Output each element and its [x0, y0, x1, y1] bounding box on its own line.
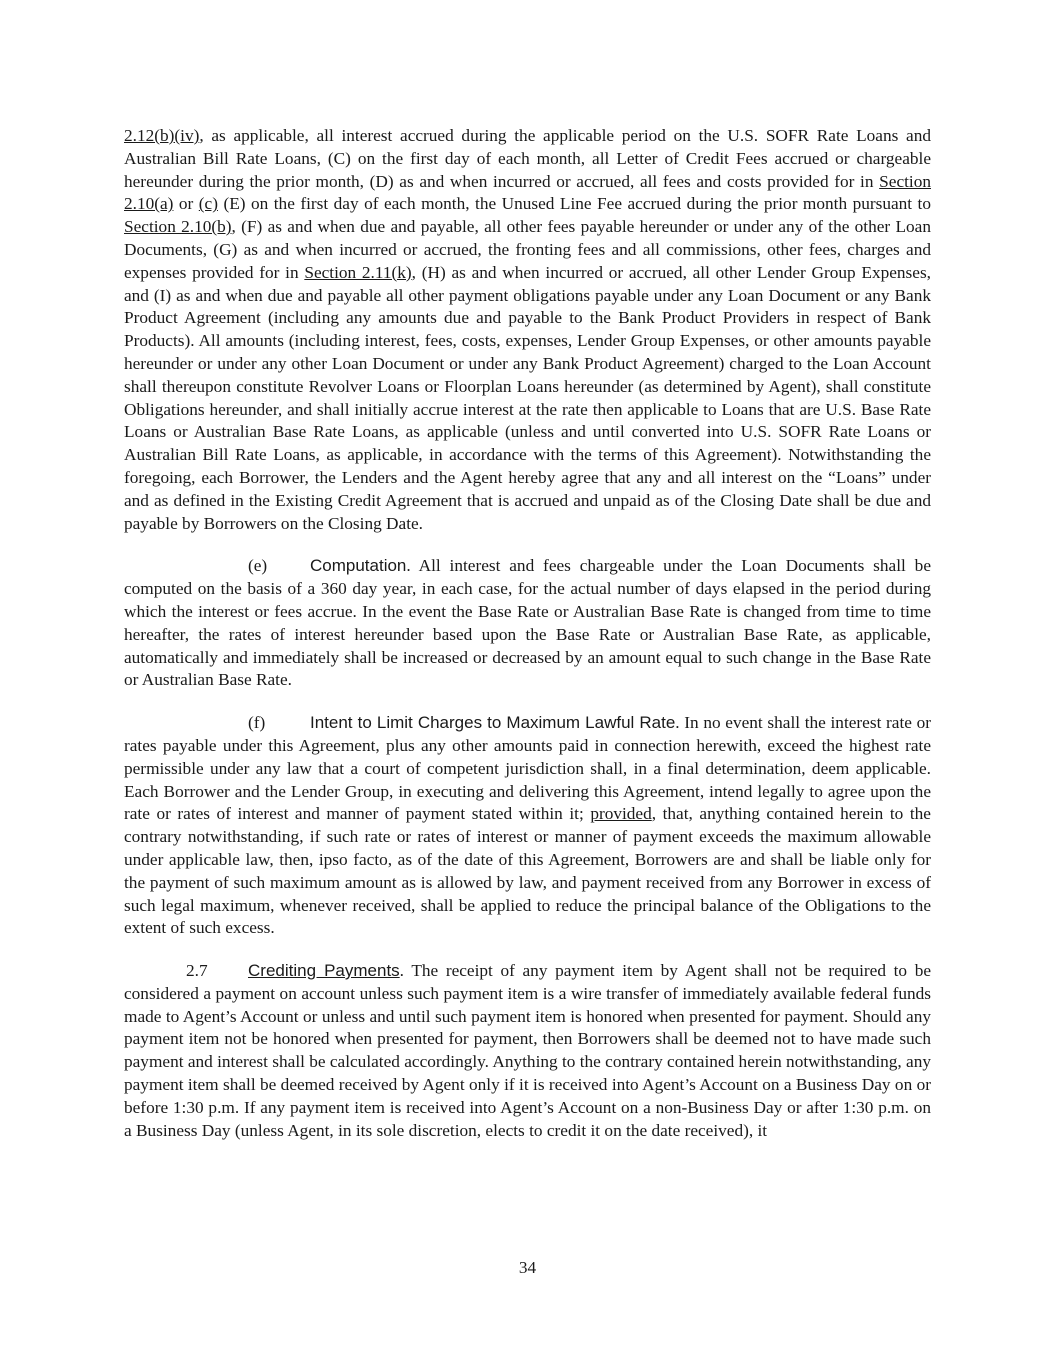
paragraph-e-computation — [124, 555, 931, 692]
subsection-heading: Intent to Limit Charges to Maximum Lawful Rate — [310, 713, 676, 733]
section-heading: Crediting Payments — [248, 961, 400, 981]
cross-reference-c: (c) — [198, 194, 218, 214]
cross-reference-section-2-11-k: Section 2.11(k) — [304, 262, 412, 282]
paragraph-text: , that, anything contained herein to the contrary notwithstanding, if such rate or rates of interest or manner of payment exceeds the maximum allowable under applicable law, then, ipso facto, as of the date of this Agreement, Borrowers are and shall be liable only for the payment of such maximum amount as is allowed by law, and payment received from any Borrower in excess of such legal maximum, whenever received, shall be applied to reduce the principal balance of the Obligations to the extent of such excess. — [124, 804, 931, 938]
subsection-number: (f) — [248, 713, 266, 733]
paragraph-text: , as applicable, all interest accrued during the applicable period on the U.S. SOFR Rate Loans and Australian Bill Rate Loans, (C) on the first day of each month, all Letter of Credit Fees accrued or chargeable hereunder during the prior month, (D) as and when incurred or accrued, all fees and costs provided for in — [124, 126, 931, 191]
paragraph-text: or — [173, 194, 199, 214]
subsection-heading: Computation — [310, 556, 407, 576]
paragraph-text: , (H) as and when incurred or accrued, all other Lender Group Expenses, and (I) as and when due and payable all other payment obligations payable under any Loan Document or any Bank Product Agreement (including any amounts due and payable to the Bank Product Providers in respect of Bank Products). All amounts (including interest, fees, costs, expenses, Lender Group Expenses, or other amounts payable hereunder or under any other Loan Document or under any Bank Product Agreement) charged to the Loan Account shall thereupon constitute Revolver Loans or Floorplan Loans hereunder (as determined by Agent), shall constitute Obligations hereunder, and shall initially accrue interest at the rate then applicable to Loans that are U.S. Base Rate Loans or Australian Base Rate Loans, as applicable (unless and until converted into U.S. SOFR Rate Loans or Australian Bill Rate Loans, as applicable, in accordance with the terms of this Agreement). Notwithstanding the foregoing, each Borrower, the Lenders and the Agent hereby agree that any and all interest on the “Loans” under and as defined in the Existing Credit Agreement that is accrued and unpaid as of the Closing Date shall be due and payable by Borrowers on the Closing Date. — [124, 262, 931, 533]
paragraph-text: , (F) as and when due and payable, all other fees payable hereunder or under any of the other Loan Documents, (G) as and when incurred or accrued, the fronting fees and all commissions, other fees, charges and expenses provided for in — [124, 217, 931, 282]
page-body — [124, 125, 931, 1162]
cross-reference-2-12-b-iv: 2.12(b)(iv) — [124, 126, 200, 145]
paragraph-text: (E) on the first day of each month, the Unused Line Fee accrued during the prior month pursuant to — [217, 194, 931, 214]
paragraph-interest-charges-continued — [124, 125, 931, 535]
subsection-number: (e) — [248, 556, 268, 576]
cross-reference-section-2-10-a: Section 2.10(a) — [124, 171, 931, 214]
page-number: 34 — [518, 1258, 537, 1277]
section-number: 2.7 — [186, 961, 208, 981]
paragraph-text: . All interest and fees chargeable under the Loan Documents shall be computed on the basis of a 360 day year, in each case, for the actual number of days elapsed in the period during which the interest or fees accrue. In the event the Base Rate or Australian Base Rate is changed from time to time hereafter, the rates of interest hereunder based upon the Base Rate or Australian Base Rate, as applicable, automatically and immediately shall be increased or decreased by an amount equal to such change in the Base Rate or Australian Base Rate. — [124, 556, 931, 690]
paragraph-f-maximum-lawful-rate — [124, 712, 931, 940]
provided-term: provided — [590, 804, 652, 824]
section-2-7-crediting-payments — [124, 960, 931, 1142]
cross-reference-section-2-10-b: Section 2.10(b) — [124, 217, 232, 237]
paragraph-text: . In no event shall the interest rate or rates payable under this Agreement, plus any other amounts paid in connection herewith, exceed the highest rate permissible under any law that a court of competent jurisdiction shall, in a final determination, deem applicable. Each Borrower and the Lender Group, in executing and delivering this Agreement, intend legally to agree upon the rate or rates of interest and manner of payment stated within it; — [124, 713, 932, 824]
paragraph-text: . The receipt of any payment item by Agent shall not be required to be considered a payment on account unless such payment item is a wire transfer of immediately available federal funds made to Agent’s Account or unless and until such payment item is honored when presented for payment. Should any payment item not be honored when presented for payment, then Borrowers shall be deemed not to have made such payment and interest shall be calculated accordingly. Anything to the contrary contained herein notwithstanding, any payment item shall be deemed received by Agent only if it is received into Agent’s Account on a Business Day on or before 1:30 p.m. If any payment item is received into Agent’s Account on a non-Business Day or after 1:30 p.m. on a Business Day (unless Agent, in its sole discretion, elects to credit it on the date received), it — [124, 961, 932, 1140]
